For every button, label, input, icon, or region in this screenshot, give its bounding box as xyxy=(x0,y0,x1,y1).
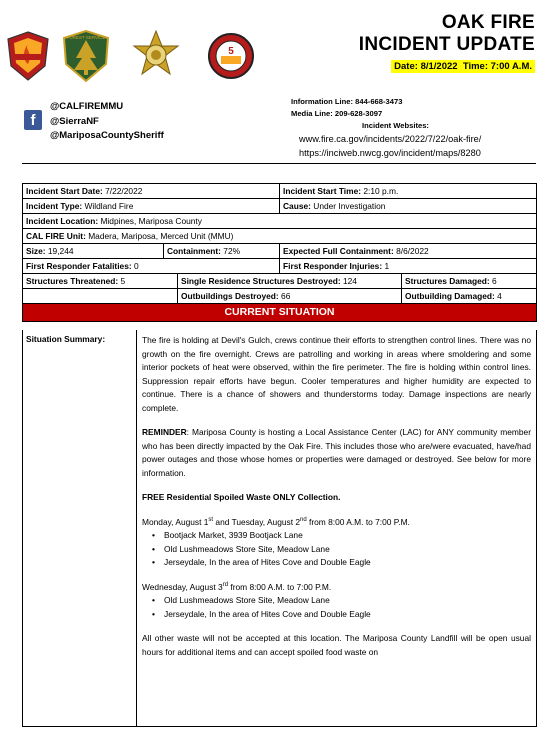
handle-calfire[interactable]: @CALFIREMMU xyxy=(50,101,124,112)
size-value: 19,244 xyxy=(47,246,74,256)
incident-management-team-logo xyxy=(207,30,255,82)
outbuilding-damaged-label: Outbuilding Damaged: xyxy=(405,291,495,301)
threatened-value: 5 xyxy=(120,276,126,286)
unit-value: Madera, Mariposa, Merced Unit (MMU) xyxy=(88,231,234,241)
start-date-label: Incident Start Date: xyxy=(26,186,103,196)
header-divider xyxy=(22,163,536,164)
situation-body xyxy=(137,330,536,726)
schedule-1-day-b: and Tuesday, August 2 xyxy=(213,516,301,527)
schedule-2-hours: from 8:00 A.M. to 7:00 P.M. xyxy=(228,581,332,592)
svg-text:FOREST SERVICE: FOREST SERVICE xyxy=(66,35,106,40)
list-item: • Jerseydale, In the area of Hites Cove and Double Eagle xyxy=(142,556,531,570)
schedule-2-locations xyxy=(142,594,531,621)
fatalities-value: 0 xyxy=(133,261,139,271)
list-item: • Bootjack Market, 3939 Bootjack Lane xyxy=(142,529,531,543)
incident-info-table xyxy=(22,183,537,322)
handle-sierranf[interactable]: @SierraNF xyxy=(50,115,99,127)
website-link-inciweb[interactable]: https://inciweb.nwcg.gov/incident/maps/8280 xyxy=(299,148,481,158)
information-line: Information Line: 844-668-3473 xyxy=(291,97,403,106)
svg-text:5: 5 xyxy=(228,46,234,57)
title-line-1: OAK FIRE xyxy=(441,12,535,33)
fatalities-label: First Responder Fatalities: xyxy=(26,261,132,271)
schedule-2-sup: rd xyxy=(222,581,229,588)
start-date-value: 7/22/2022 xyxy=(105,186,143,196)
threatened-label: Structures Threatened: xyxy=(26,276,119,286)
cause-label: Cause: xyxy=(283,201,311,211)
location-value: Midpines, Mariposa County xyxy=(100,216,202,226)
reminder-text: : Mariposa County is hosting a Local Assistance Center (LAC) for ANY community member who has been directly impacted by the Oak Fire. This includes those who are/were evacuated, have/had power outages and those whose homes or properties were damaged or destroyed. See below for more information. xyxy=(142,427,531,478)
situation-section xyxy=(22,330,537,727)
schedule-2-heading xyxy=(142,581,531,595)
mariposa-sheriff-logo xyxy=(132,30,180,82)
title-line-2: INCIDENT UPDATE xyxy=(358,34,535,55)
time-value: 7:00 A.M. xyxy=(490,61,532,72)
containment-value: 72% xyxy=(223,246,241,256)
type-value: Wildland Fire xyxy=(84,201,134,211)
schedule-2-day: Wednesday, August 3 xyxy=(142,581,223,592)
single-destroyed-label: Single Residence Structures Destroyed: xyxy=(181,276,341,286)
forest-service-logo xyxy=(62,30,110,82)
start-time-label: Incident Start Time: xyxy=(283,186,362,196)
reminder-label: REMINDER xyxy=(142,427,187,437)
facebook-icon[interactable]: f xyxy=(24,110,42,130)
handle-sheriff[interactable]: @MariposaCountySheriff xyxy=(50,130,164,141)
date-label: Date: xyxy=(394,61,418,72)
schedule-1-day-a: Monday, August 1 xyxy=(142,516,209,527)
containment-label: Containment: xyxy=(167,246,221,256)
schedule-1-sup-a: st xyxy=(208,516,214,523)
title-block xyxy=(359,12,535,74)
media-line: Media Line: 209-628-3097 xyxy=(291,109,383,118)
reminder-paragraph xyxy=(142,426,531,480)
schedule-1-sup-b: nd xyxy=(300,516,307,523)
list-item: • Old Lushmeadows Store Site, Meadow Lane xyxy=(142,543,531,557)
unit-label: CAL FIRE Unit: xyxy=(26,231,86,241)
damaged-value: 6 xyxy=(492,276,497,286)
time-label: Time: xyxy=(462,61,488,72)
start-time-value: 2:10 p.m. xyxy=(363,186,399,196)
outbuilding-damaged-value: 4 xyxy=(497,291,502,301)
websites-label: Incident Websites: xyxy=(362,121,429,130)
situation-label: Situation Summary: xyxy=(23,330,137,726)
outbuildings-destroyed-label: Outbuildings Destroyed: xyxy=(181,291,279,301)
single-destroyed-value: 124 xyxy=(342,276,357,286)
date-value: 8/1/2022 xyxy=(420,61,458,72)
damaged-label: Structures Damaged: xyxy=(405,276,490,286)
contact-info xyxy=(291,96,481,160)
list-item: • Old Lushmeadows Store Site, Meadow Lane xyxy=(142,594,531,608)
cause-value: Under Investigation xyxy=(313,201,386,211)
schedule-1-heading xyxy=(142,516,531,530)
closing-paragraph: All other waste will not be accepted at this location. The Mariposa County Landfill will be open usual hours for additional items and can accept spoiled food waste on xyxy=(142,633,531,657)
website-link-calfire[interactable]: www.fire.ca.gov/incidents/2022/7/22/oak-fire/ xyxy=(299,134,482,144)
expected-containment-label: Expected Full Containment: xyxy=(283,246,394,256)
injuries-label: First Responder Injuries: xyxy=(283,261,383,271)
cal-fire-logo xyxy=(4,30,52,82)
schedule-1-hours: from 8:00 A.M. to 7:00 P.M. xyxy=(306,516,410,527)
injuries-value: 1 xyxy=(384,261,390,271)
current-situation-banner: CURRENT SITUATION xyxy=(23,304,537,322)
schedule-1-locations xyxy=(142,529,531,570)
size-label: Size: xyxy=(26,246,46,256)
list-item: • Jerseydale, In the area of Hites Cove and Double Eagle xyxy=(142,608,531,622)
expected-containment-value: 8/6/2022 xyxy=(396,246,429,256)
type-label: Incident Type: xyxy=(26,201,83,211)
waste-heading: FREE Residential Spoiled Waste ONLY Collection. xyxy=(142,492,341,502)
situation-summary: The fire is holding at Devil's Gulch, crews continue their efforts to strengthen control lines. There was no growth on the fire overnight. Crews are patrolling and working in areas where smoldering and some interior pockets of heat were observed, within the fire perimeter. The fire is holding within control lines. Suppression repair efforts have begun. Cooler temperatures and higher humidity are expected to continue. There is a chance of showers and thunderstorms today. Damage inspections are nearly complete. xyxy=(142,335,531,413)
location-label: Incident Location: xyxy=(26,216,99,226)
outbuildings-destroyed-value: 66 xyxy=(281,291,291,301)
date-time-highlight xyxy=(391,60,535,73)
